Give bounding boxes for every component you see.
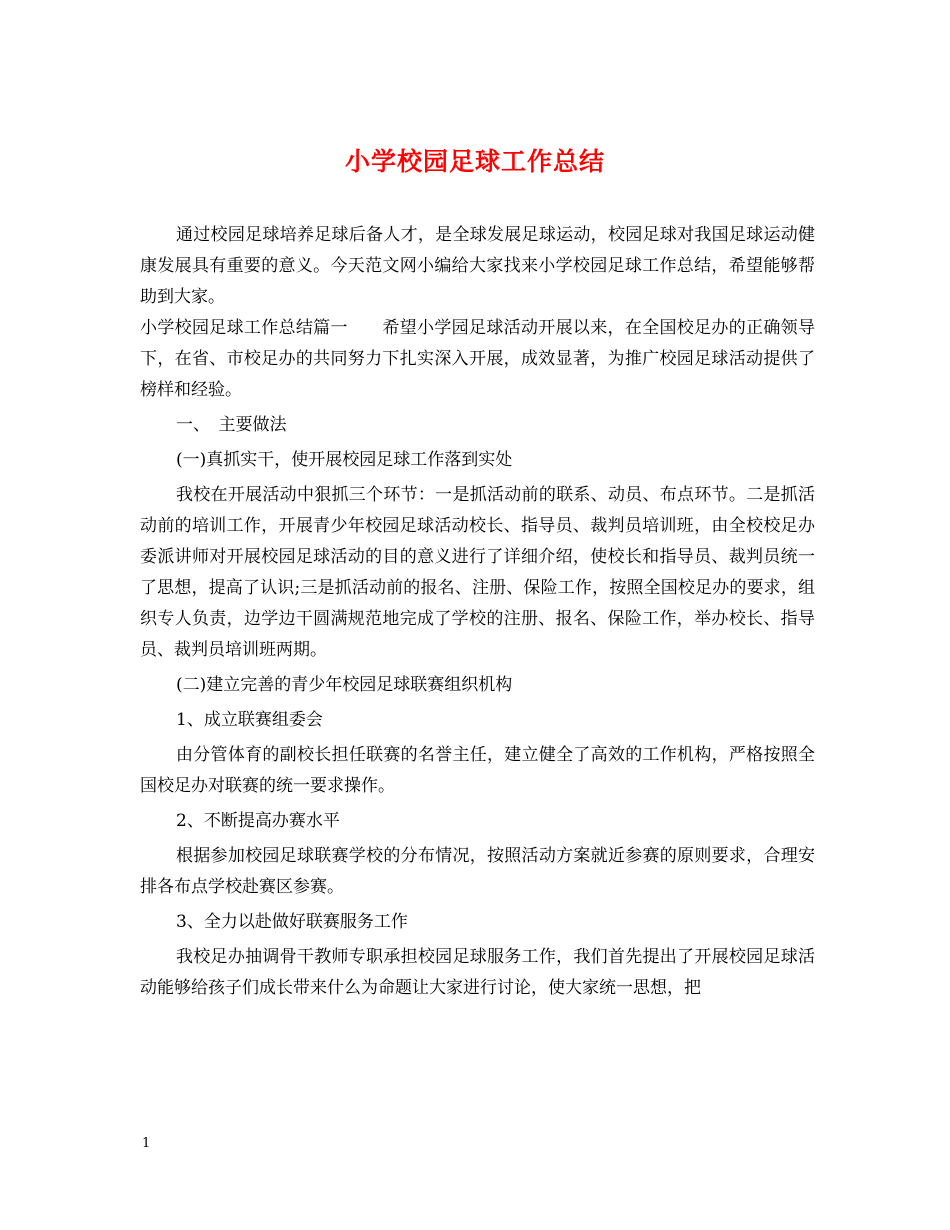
body-paragraph: 由分管体育的副校长担任联赛的名誉主任，建立健全了高效的工作机构，严格按照全国校足办对联赛的统一要求操作。 bbox=[140, 745, 815, 796]
heading-main-methods: 一、 主要做法 bbox=[176, 415, 287, 435]
body-paragraph: 根据参加校园足球联赛学校的分布情况，按照活动方案就近参赛的原则要求，合理安排各布点学校赴赛区参赛。 bbox=[140, 846, 815, 897]
numbered-heading-1: 1、成立联赛组委会 bbox=[176, 710, 323, 730]
numbered-heading-2: 2、不断提高办赛水平 bbox=[176, 811, 340, 831]
numbered-heading-3: 3、全力以赴做好联赛服务工作 bbox=[176, 912, 408, 932]
page-number: 1 bbox=[142, 1136, 151, 1151]
intro-paragraph: 通过校园足球培养足球后备人才，是全球发展足球运动，校园足球对我国足球运动健康发展具有重要的意义。今天范文网小编给大家找来小学校园足球工作总结，希望能够帮助到大家。 bbox=[140, 225, 815, 307]
subheading-two: (二)建立完善的青少年校园足球联赛组织机构 bbox=[176, 675, 513, 695]
document-body bbox=[140, 220, 815, 1004]
section-one-intro-paragraph: 小学校园足球工作总结篇一 希望小学园足球活动开展以来，在全国校足办的正确领导下，在省、市校足办的共同努力下扎实深入开展，成效显著，为推广校园足球活动提供了榜样和经验。 bbox=[140, 318, 815, 400]
body-paragraph: 我校在开展活动中狠抓三个环节：一是抓活动前的联系、动员、布点环节。二是抓活动前的培训工作，开展青少年校园足球活动校长、指导员、裁判员培训班，由全校校足办委派讲师对开展校园足球活动的目的意义进行了详细介绍，使校长和指导员、裁判员统一了思想，提高了认识;三是抓活动前的报名、注册、保险工作，按照全国校足办的要求，组织专人负责，边学边干圆满规范地完成了学校的注册、报名、保险工作，举办校长、指导员、裁判员培训班两期。 bbox=[140, 485, 815, 660]
subheading-one: (一)真抓实干，使开展校园足球工作落到实处 bbox=[176, 450, 513, 470]
body-paragraph: 我校足办抽调骨干教师专职承担校园足球服务工作，我们首先提出了开展校园足球活动能够给孩子们成长带来什么为命题让大家进行讨论，使大家统一思想，把 bbox=[140, 947, 815, 998]
document-title: 小学校园足球工作总结 bbox=[344, 147, 605, 176]
